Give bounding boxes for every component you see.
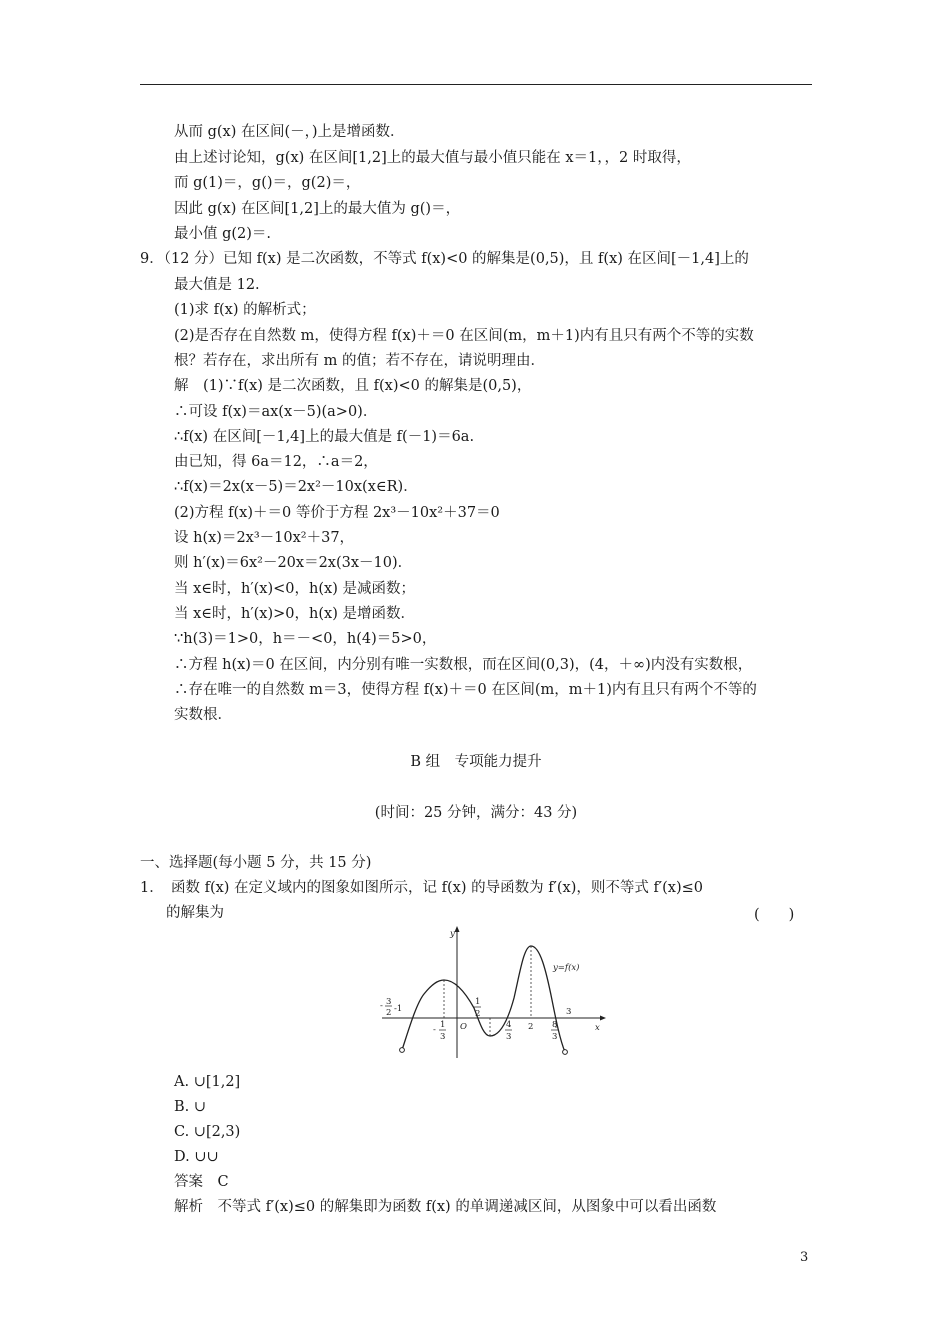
solution-line: (1)求 f(x) 的解析式； — [174, 302, 316, 318]
tick-minus: - — [380, 1001, 383, 1011]
solution-line: 当 x∈时，h′(x)<0，h(x) 是减函数； — [174, 581, 415, 597]
tick-label: 2 — [528, 1022, 534, 1032]
text-line: 最小值 g(2)＝. — [174, 226, 272, 242]
answer-blank: ( ) — [754, 907, 795, 923]
solution-line: ∴方程 h(x)＝0 在区间，内分别有唯一实数根，而在区间(0,3)，(4，＋∞)内没有实数根， — [174, 657, 753, 673]
solution-line: 根？若存在，求出所有 m 的值；若不存在，请说明理由． — [174, 353, 545, 369]
solution-line: ∵h(3)＝1>0，h＝－<0，h(4)＝5>0， — [174, 631, 437, 647]
option-d: D. ∪∪ — [174, 1149, 219, 1165]
tick-label: 2 — [475, 1009, 481, 1019]
solution-line: 解 (1)∵f(x) 是二次函数，且 f(x)<0 的解集是(0,5)， — [174, 378, 532, 394]
part-heading: 一、选择题(每小题 5 分，共 15 分) — [140, 855, 372, 871]
tick-label: 3 — [552, 1032, 558, 1042]
section-time: (时间：25 分钟，满分：43 分) — [374, 805, 578, 821]
option-c: C. ∪[2,3) — [174, 1124, 241, 1140]
page-number: 3 — [800, 1250, 809, 1265]
tick-label: 1 — [440, 1020, 446, 1030]
tick-label: 3 — [386, 997, 392, 1007]
solution-line: 实数根． — [174, 707, 232, 723]
solution-line: (2)方程 f(x)＋＝0 等价于方程 2x³－10x²＋37＝0 — [174, 505, 500, 521]
text-line: 因此 g(x) 在区间[1,2]上的最大值为 g()＝， — [174, 201, 461, 217]
x-axis-arrow-icon — [600, 1016, 606, 1021]
open-endpoint — [400, 1048, 405, 1053]
function-graph — [378, 924, 606, 1060]
solution-line: ∴存在唯一的自然数 m＝3，使得方程 f(x)＋＝0 在区间(m，m＋1)内有且只有两个不等的 — [174, 682, 757, 698]
solution-line: ∴f(x)＝2x(x－5)＝2x²－10x(x∈R)． — [174, 479, 418, 495]
origin-label: O — [460, 1022, 467, 1032]
tick-label: 3 — [440, 1032, 446, 1042]
tick-label: 2 — [386, 1008, 392, 1018]
solution-line: ∴f(x) 在区间[－1,4]上的最大值是 f(－1)＝6a. — [174, 429, 475, 445]
x-axis-label: x — [595, 1023, 600, 1033]
curve-label: y=f(x) — [553, 963, 580, 973]
y-axis-label: y — [450, 929, 455, 939]
tick-label: 1 — [475, 997, 481, 1007]
header-rule — [140, 84, 812, 85]
solution-line: (2)是否存在自然数 m，使得方程 f(x)＋＝0 在区间(m，m＋1)内有且只有两个不等的实数 — [174, 328, 754, 344]
tick-label: 3 — [566, 1007, 572, 1017]
solution-line: 设 h(x)＝2x³－10x²＋37， — [174, 530, 355, 546]
analysis-line: 解析 不等式 f′(x)≤0 的解集即为函数 f(x) 的单调递减区间，从图象中可以看出函数 — [174, 1199, 717, 1215]
tick-label: -1 — [394, 1004, 403, 1014]
text-line: 从而 g(x) 在区间(－，)上是增函数． — [174, 124, 405, 140]
question-1-stem-cont: 的解集为 — [166, 905, 224, 921]
solution-line: 则 h′(x)＝6x²－20x＝2x(3x－10)． — [174, 555, 413, 571]
function-curve — [402, 946, 565, 1052]
question-1-stem: 1． 函数 f(x) 在定义域内的图象如图所示，记 f(x) 的导函数为 f′(x)，则不等式 f′(x)≤0 — [140, 880, 704, 896]
tick-label: 3 — [506, 1032, 512, 1042]
y-axis-arrow-icon — [455, 926, 460, 932]
tick-minus: - — [433, 1025, 436, 1035]
section-title: B 组 专项能力提升 — [410, 754, 542, 770]
answer-line: 答案 C — [174, 1174, 229, 1190]
solution-line: 由已知，得 6a＝12，∴a＝2， — [174, 454, 378, 470]
option-b: B. ∪ — [174, 1099, 207, 1115]
tick-label: 8 — [552, 1020, 558, 1030]
open-endpoint — [563, 1050, 568, 1055]
solution-line: 当 x∈时，h′(x)>0，h(x) 是增函数． — [174, 606, 415, 622]
option-a: A. ∪[1,2] — [174, 1074, 241, 1090]
question-9-stem-cont: 最大值是 12. — [174, 277, 260, 293]
tick-label: 4 — [506, 1020, 512, 1030]
question-9-stem: 9．（12 分）已知 f(x) 是二次函数，不等式 f(x)<0 的解集是(0,5)，且 f(x) 在区间[－1,4]上的 — [140, 251, 749, 267]
text-line: 由上述讨论知，g(x) 在区间[1,2]上的最大值与最小值只能在 x＝1，，2 时取得， — [174, 150, 691, 166]
solution-line: ∴可设 f(x)＝ax(x－5)(a>0)． — [174, 404, 378, 420]
text-line: 而 g(1)＝，g()＝，g(2)＝， — [174, 175, 361, 191]
